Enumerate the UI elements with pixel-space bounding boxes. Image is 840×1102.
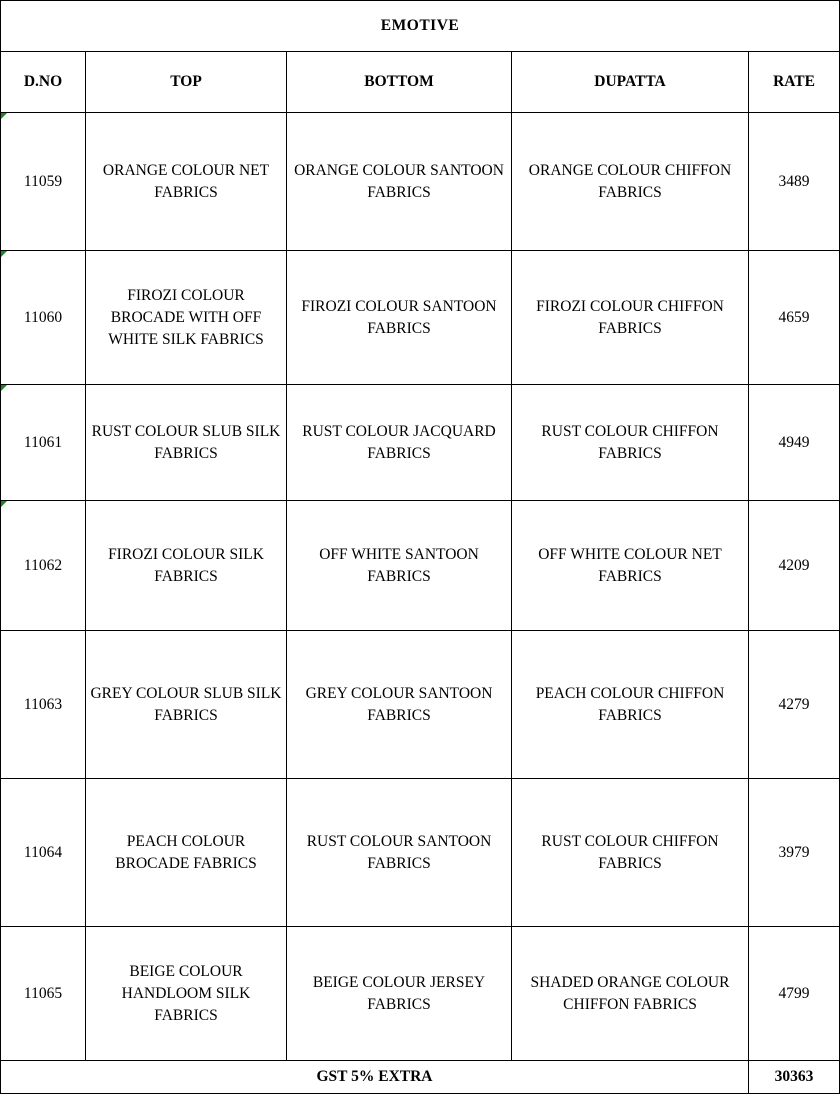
header-dupatta: DUPATTA (512, 52, 749, 113)
design-number-cell (1, 501, 86, 631)
sheet-title: EMOTIVE (1, 1, 840, 52)
top-fabric: RUST COLOUR SLUB SILK FABRICS (86, 385, 287, 501)
table-row (1, 631, 840, 779)
top-fabric: PEACH COLOUR BROCADE FABRICS (86, 779, 287, 927)
header-bottom: BOTTOM (287, 52, 512, 113)
rate: 3979 (749, 779, 840, 927)
bottom-fabric: FIROZI COLOUR SANTOON FABRICS (287, 251, 512, 385)
header-top: TOP (86, 52, 287, 113)
cell-marker-icon (1, 385, 7, 391)
top-fabric: FIROZI COLOUR SILK FABRICS (86, 501, 287, 631)
dupatta-fabric: RUST COLOUR CHIFFON FABRICS (512, 385, 749, 501)
dupatta-fabric: PEACH COLOUR CHIFFON FABRICS (512, 631, 749, 779)
total-rate: 30363 (749, 1061, 840, 1094)
bottom-fabric: GREY COLOUR SANTOON FABRICS (287, 631, 512, 779)
table-row (1, 779, 840, 927)
bottom-fabric: RUST COLOUR JACQUARD FABRICS (287, 385, 512, 501)
header-row (1, 52, 840, 113)
cell-marker-icon (1, 113, 7, 119)
table-row (1, 385, 840, 501)
header-rate: RATE (749, 52, 840, 113)
design-number-cell (1, 113, 86, 251)
footer-row (1, 1061, 840, 1094)
dupatta-fabric: SHADED ORANGE COLOUR CHIFFON FABRICS (512, 927, 749, 1061)
rate: 4659 (749, 251, 840, 385)
top-fabric: BEIGE COLOUR HANDLOOM SILK FABRICS (86, 927, 287, 1061)
design-number: 11061 (23, 433, 63, 451)
design-number: 11063 (1, 631, 86, 779)
cell-marker-icon (1, 251, 7, 257)
dupatta-fabric: OFF WHITE COLOUR NET FABRICS (512, 501, 749, 631)
top-fabric: GREY COLOUR SLUB SILK FABRICS (86, 631, 287, 779)
rate: 4799 (749, 927, 840, 1061)
rate: 4209 (749, 501, 840, 631)
table-row (1, 251, 840, 385)
header-dno: D.NO (1, 52, 86, 113)
dupatta-fabric: ORANGE COLOUR CHIFFON FABRICS (512, 113, 749, 251)
table-row (1, 927, 840, 1061)
bottom-fabric: BEIGE COLOUR JERSEY FABRICS (287, 927, 512, 1061)
bottom-fabric: RUST COLOUR SANTOON FABRICS (287, 779, 512, 927)
top-fabric: FIROZI COLOUR BROCADE WITH OFF WHITE SILK FABRICS (86, 251, 287, 385)
rate: 3489 (749, 113, 840, 251)
design-number-cell (1, 385, 86, 501)
design-number: 11065 (1, 927, 86, 1061)
top-fabric: ORANGE COLOUR NET FABRICS (86, 113, 287, 251)
rate: 4949 (749, 385, 840, 501)
design-number: 11064 (1, 779, 86, 927)
rate: 4279 (749, 631, 840, 779)
dupatta-fabric: FIROZI COLOUR CHIFFON FABRICS (512, 251, 749, 385)
design-number: 11059 (23, 172, 63, 190)
design-number: 11060 (23, 308, 63, 326)
cell-marker-icon (1, 501, 7, 507)
design-number-cell (1, 251, 86, 385)
table-row (1, 501, 840, 631)
bottom-fabric: ORANGE COLOUR SANTOON FABRICS (287, 113, 512, 251)
bottom-fabric: OFF WHITE SANTOON FABRICS (287, 501, 512, 631)
gst-note: GST 5% EXTRA (1, 1061, 749, 1094)
dupatta-fabric: RUST COLOUR CHIFFON FABRICS (512, 779, 749, 927)
table-row (1, 113, 840, 251)
design-number: 11062 (23, 556, 63, 574)
